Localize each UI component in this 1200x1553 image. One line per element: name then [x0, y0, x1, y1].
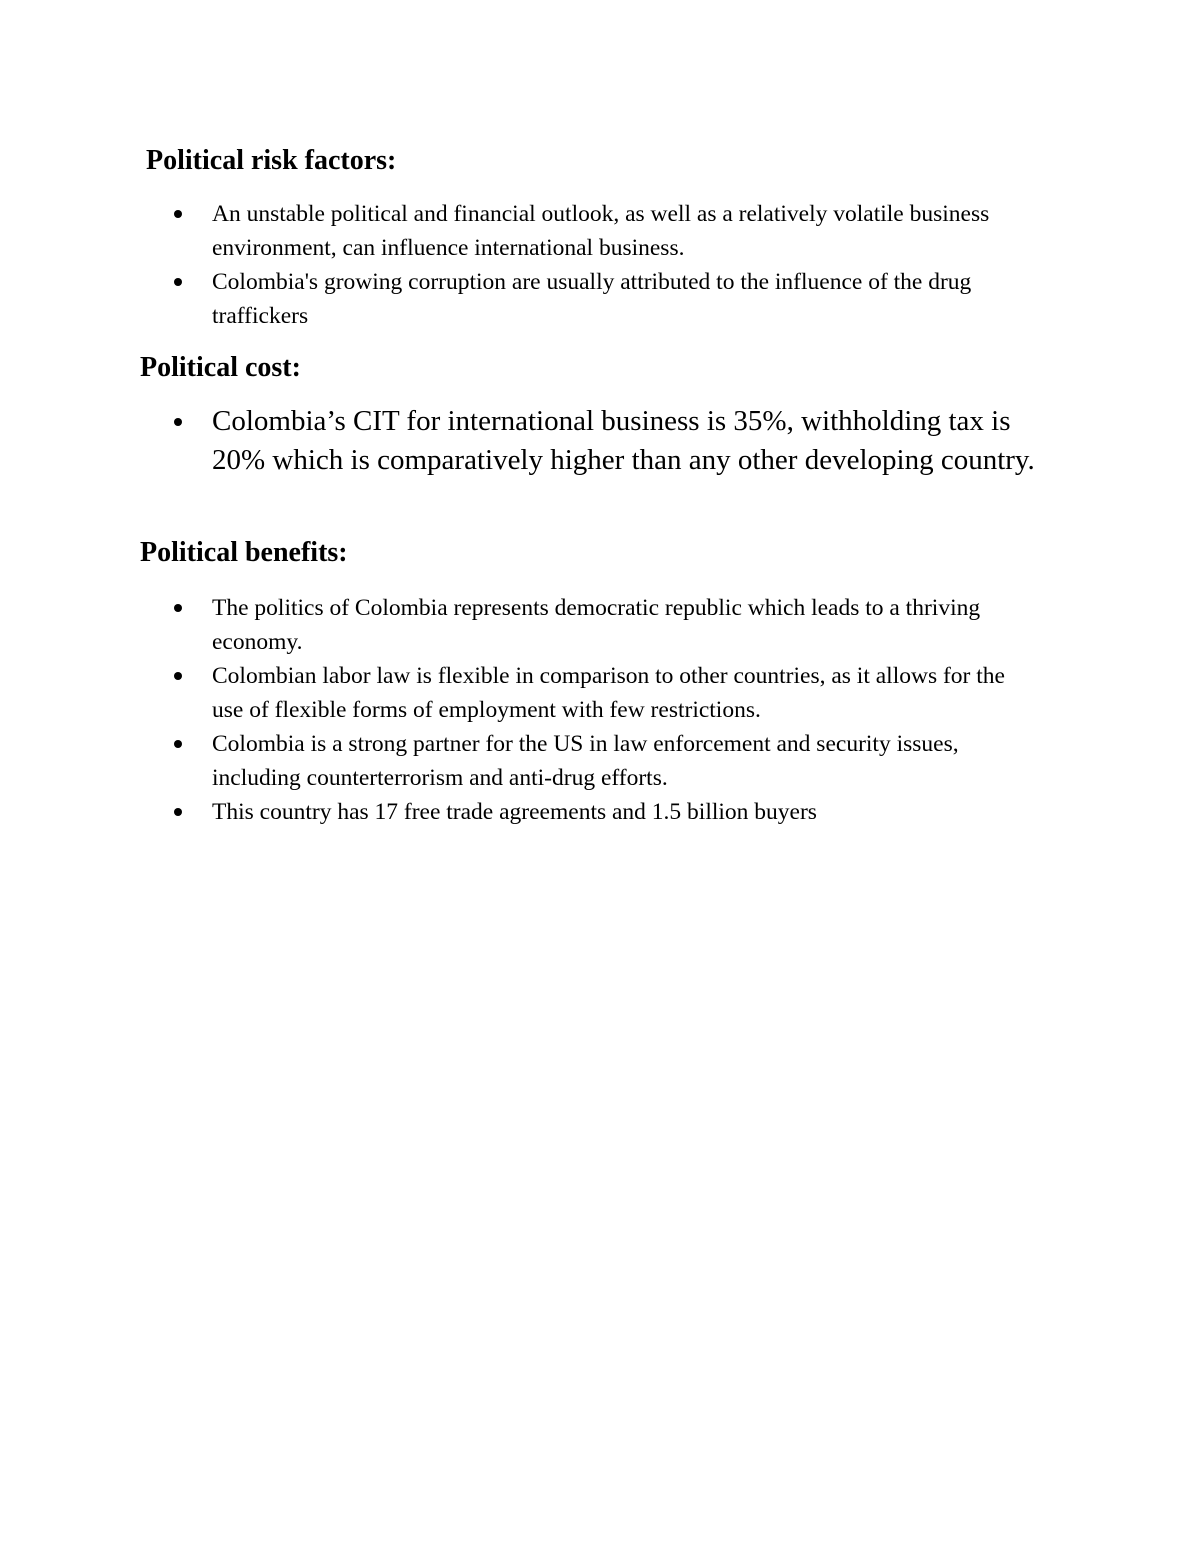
list-item-text: Colombia’s CIT for international business is 35%, withholding tax is 20% which is comparatively higher than any other developing country. [212, 405, 1035, 476]
list-item-text: Colombian labor law is flexible in comparison to other countries, as it allows for the use of flexible forms of employment with few restrictions. [212, 663, 1005, 723]
list-item-text: Colombia's growing corruption are usually attributed to the influence of the drug traffickers [212, 269, 972, 329]
list-item [212, 795, 1032, 829]
bullet-icon [174, 418, 182, 426]
list-item-text: This country has 17 free trade agreements and 1.5 billion buyers [212, 799, 817, 825]
bullet-icon [174, 210, 182, 218]
heading-political-risk-factors: Political risk factors: [146, 145, 397, 176]
list-item [212, 197, 1062, 265]
list-item-text: The politics of Colombia represents democratic republic which leads to a thriving economy. [212, 595, 981, 655]
political-benefits-list [212, 591, 1032, 829]
list-item [212, 265, 1062, 333]
bullet-icon [174, 740, 182, 748]
bullet-icon [174, 808, 182, 816]
political-cost-list [212, 402, 1062, 480]
list-item [212, 591, 1032, 659]
heading-political-benefits: Political benefits: [140, 537, 348, 568]
list-item-text: Colombia is a strong partner for the US in law enforcement and security issues, including counterterrorism and anti-drug efforts. [212, 731, 959, 791]
list-item [212, 402, 1062, 480]
bullet-icon [174, 278, 182, 286]
list-item-text: An unstable political and financial outlook, as well as a relatively volatile business environment, can influence international business. [212, 201, 990, 261]
risk-factors-list [212, 197, 1062, 333]
bullet-icon [174, 672, 182, 680]
list-item [212, 659, 1032, 727]
list-item [212, 727, 1032, 795]
heading-political-cost: Political cost: [140, 352, 301, 383]
bullet-icon [174, 604, 182, 612]
